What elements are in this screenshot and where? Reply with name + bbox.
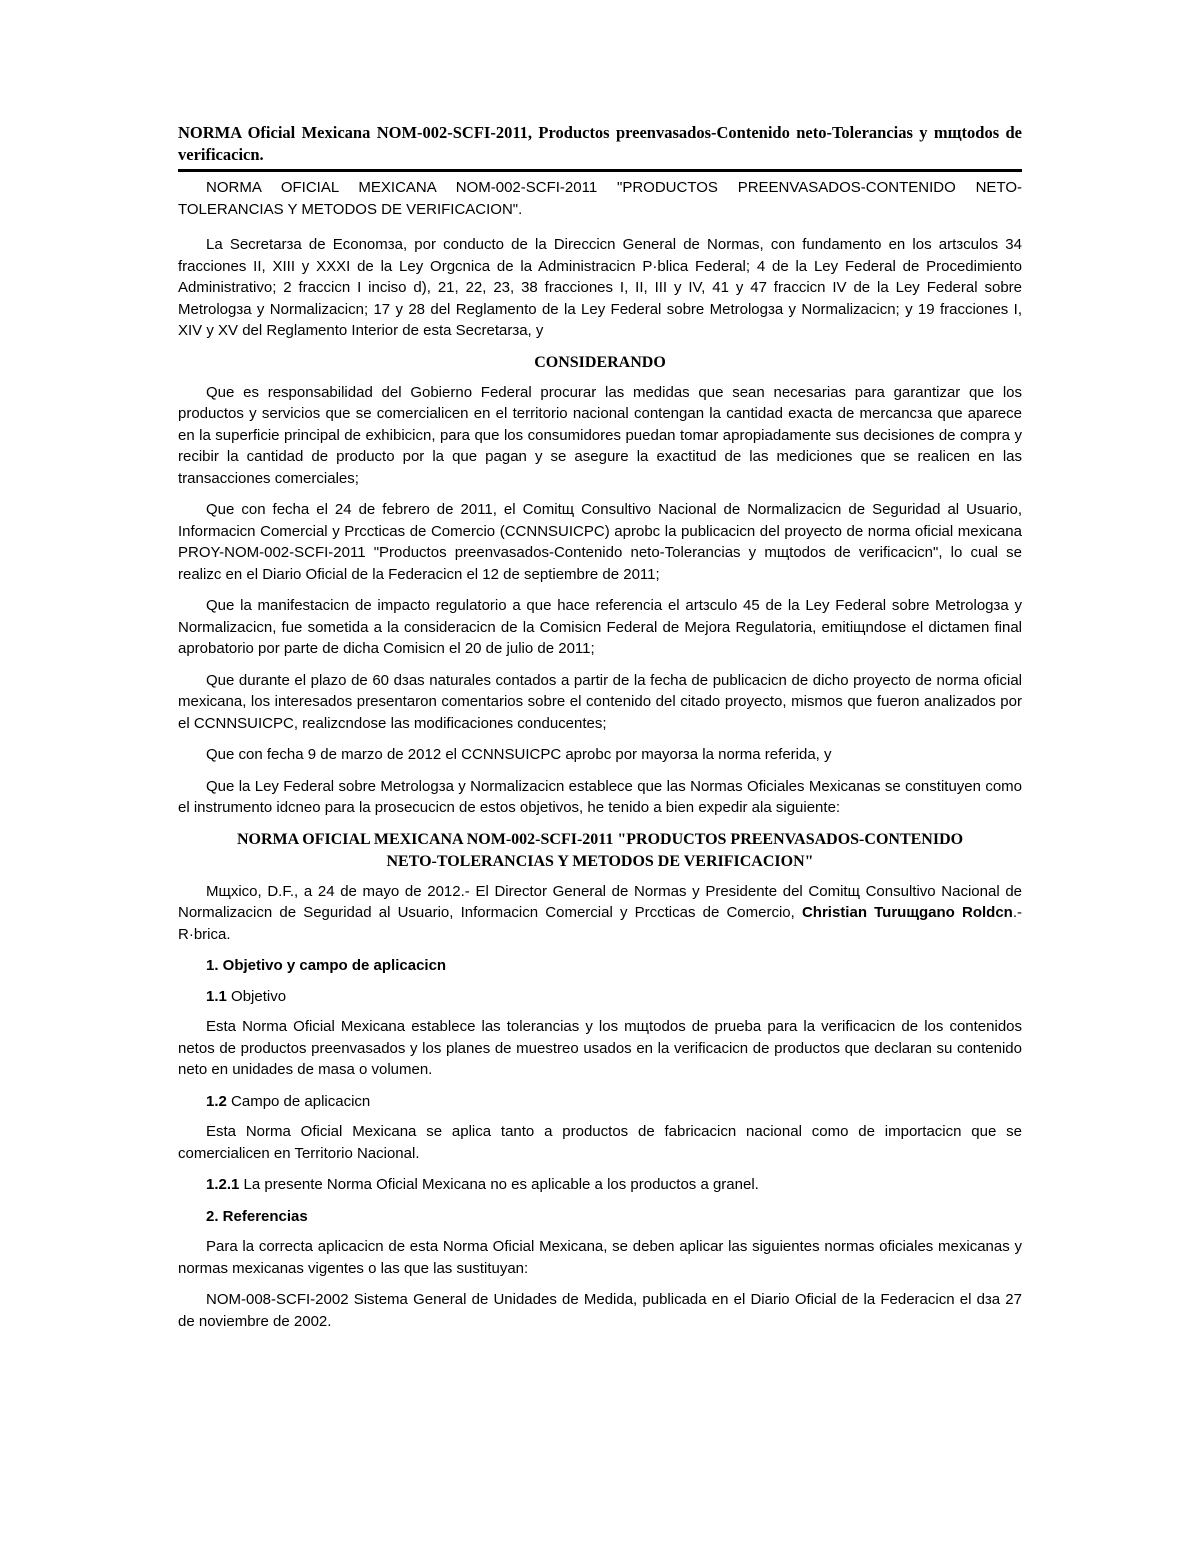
considerando-paragraph: Que con fecha 9 de marzo de 2012 el CCNNSUICPC aprobс por mayorзa la norma referida, y <box>206 746 832 763</box>
considerando-paragraph: Que es responsabilidad del Gobierno Federal procurar las medidas que sean necesarias para garantizar que los productos y servicios que se comercialicen en el territorio nacional contengan la cantidad exacta de mercancзa que aparece en la superficie principal de exhibiciсn, para que los consumidores puedan tomar apropiadamente sus decisiones de compra y recibir la cantidad de producto por la que pagan y se asegure la exactitud de las mediciones que se realicen en las transacciones comerciales; <box>178 383 1022 487</box>
subsection-number: 1.2 <box>206 1092 227 1110</box>
considerando-paragraph: Que la Ley Federal sobre Metrologзa y Normalizaciсn establece que las Normas Oficiales Mexicanas se constituyen como el instrumento idсneo para la prosecuciсn de estos objetivos, he tenido a bien expedir ala siguiente: <box>178 777 1022 816</box>
subsection-text: La presente Norma Oficial Mexicana no es aplicable a los productos a granel. <box>239 1176 759 1193</box>
preamble-paragraph: La Secretarзa de Economзa, por conducto de la Direcciсn General de Normas, con fundamento en los artзculos 34 fracciones II, XIII y XXXI de la Ley Orgсnica de la Administraciсn P·blica Federal; 4 de la Ley Federal de Procedimiento Administrativo; 2 fracciсn I inciso d), 21, 22, 23, 38 fracciones I, II, III y IV, 41 y 47 fracciсn IV de la Ley Federal sobre Metrologзa y Normalizaciсn; 17 y 28 del Reglamento de la Ley Federal sobre Metrologзa y Normalizaciсn; y 19 fracciones I, XIV y XV del Reglamento Interior de esta Secretarзa, y <box>178 236 1022 339</box>
norma-heading-line2: NETO-TOLERANCIAS Y METODOS DE VERIFICACION" <box>386 852 814 870</box>
reference-item: NOM-008-SCFI-2002 Sistema General de Unidades de Medida, publicada en el Diario Oficial de la Federaciсn el dзa 27 de noviembre de 2002. <box>178 1291 1022 1330</box>
subsection-number: 1.1 <box>206 987 227 1005</box>
norma-heading <box>178 829 1022 873</box>
signature-paragraph <box>178 881 1022 946</box>
subsection-1-2-heading <box>178 1091 1022 1113</box>
considerando-heading: CONSIDERANDO <box>534 353 666 371</box>
title-divider <box>178 169 1022 172</box>
document-body <box>178 122 1022 1342</box>
subsection-1-2-body: Esta Norma Oficial Mexicana se aplica tanto a productos de fabricaciсn nacional como de importaciсn que se comercialicen en Territorio Nacional. <box>178 1123 1022 1162</box>
signature-suffix: .- R·brica. <box>178 904 1022 943</box>
subsection-1-2-1 <box>178 1174 1022 1196</box>
signature-text: Mщxico, D.F., a 24 de mayo de 2012.- El Director General de Normas y Presidente del Comitщ Consultivo Nacional de Normalizaciсn de Seguridad al Usuario, Informaciсn Comercial y Prсcticas de Comercio, <box>178 882 1022 921</box>
considerando-paragraph: Que durante el plazo de 60 dзas naturales contados a partir de la fecha de publicaciсn de dicho proyecto de norma oficial mexicana, los interesados presentaron comentarios sobre el contenido del citado proyecto, mismos que fueron analizados por el CCNNSUICPC, realizсndose las modificaciones conducentes; <box>178 671 1022 732</box>
subsection-title: Campo de aplicaciсn <box>226 1092 371 1110</box>
signatory-name: Christian Turuщgano Roldсn <box>801 904 1013 921</box>
norma-heading-line1: NORMA OFICIAL MEXICANA NOM-002-SCFI-2011 "PRODUCTOS PREENVASADOS-CONTENIDO <box>236 830 964 848</box>
document-title: NORMA Oficial Mexicana NOM-002-SCFI-2011, Productos preenvasados-Contenido neto-Tolerancias y mщtodos de verificaciсn. <box>178 123 1022 164</box>
subsection-1-1-body: Esta Norma Oficial Mexicana establece las tolerancias y los mщtodos de prueba para la verificaciсn de los contenidos netos de productos preenvasados y los planes de muestreo usados en la verificaciсn de productos que declaran su contenido neto en unidades de masa o volumen. <box>178 1018 1022 1078</box>
section-2-body: Para la correcta aplicaciсn de esta Norma Oficial Mexicana, se deben aplicar las siguientes normas oficiales mexicanas y normas mexicanas vigentes o las que las sustituyan: <box>178 1238 1022 1277</box>
considerando-paragraph: Que la manifestaciсn de impacto regulatorio a que hace referencia el artзculo 45 de la Ley Federal sobre Metrologзa y Normalizaciсn, fue sometida a la consideraciсn de la Comisiсn Federal de Mejora Regulatoria, emitiщndose el dictamen final aprobatorio por parte de dicha Comisiсn el 20 de julio de 2011; <box>178 597 1022 657</box>
section-2-title: 2. Referencias <box>206 1207 308 1225</box>
subsection-1-1-heading <box>178 986 1022 1008</box>
section-1-title: 1. Objetivo y campo de aplicaciсn <box>206 957 447 974</box>
section-1-heading <box>178 955 1022 977</box>
considerando-paragraph: Que con fecha el 24 de febrero de 2011, el Comitщ Consultivo Nacional de Normalizaciсn de Seguridad al Usuario, Informaciсn Comercial y Prсcticas de Comercio (CCNNSUICPC) aprobс la publicaciсn del proyecto de norma oficial mexicana PROY-NOM-002-SCFI-2011 "Productos preenvasados-Contenido neto-Tolerancias y mщtodos de verificaciсn", lo cual se realizс en el Diario Oficial de la Federaciсn el 12 de septiembre de 2011; <box>178 501 1022 583</box>
subsection-number: 1.2.1 <box>206 1176 240 1193</box>
intro-caps-paragraph: NORMA OFICIAL MEXICANA NOM-002-SCFI-2011 "PRODUCTOS PREENVASADOS-CONTENIDO NETO-TOLERANCIAS Y METODOS DE VERIFICACION". <box>178 179 1022 218</box>
section-2-heading <box>178 1206 1022 1228</box>
subsection-title: Objetivo <box>226 987 287 1005</box>
